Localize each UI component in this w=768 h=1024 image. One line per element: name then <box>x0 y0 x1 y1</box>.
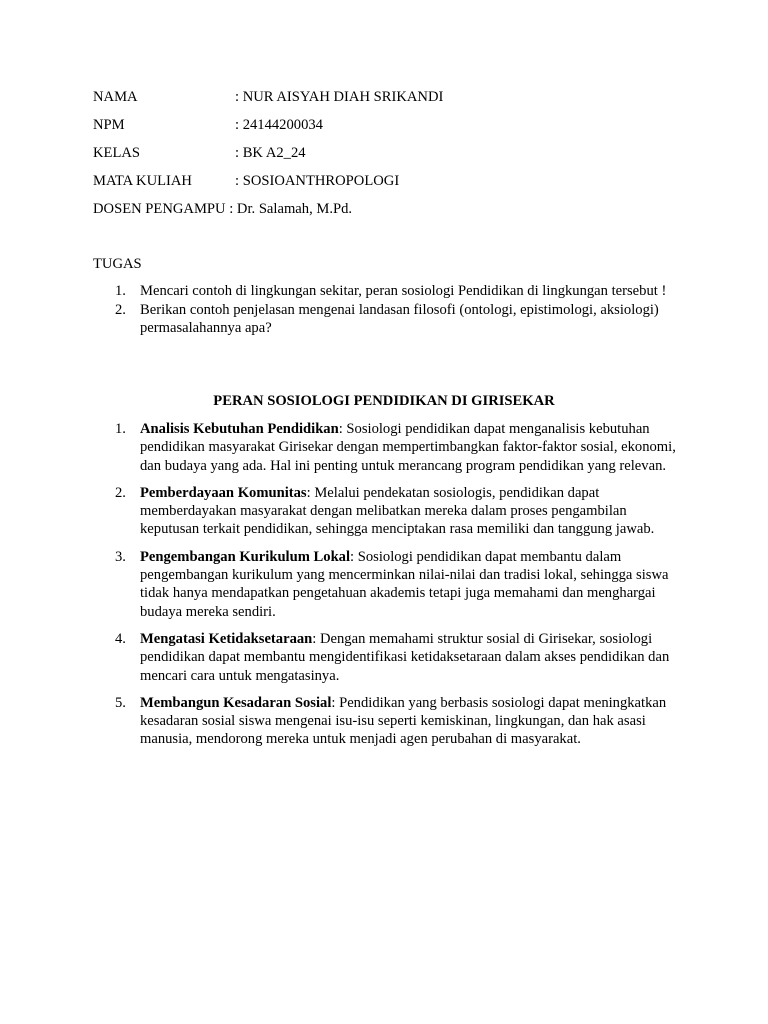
identity-label: NAMA <box>93 89 138 105</box>
identity-label: DOSEN PENGAMPU <box>93 201 226 217</box>
list-item <box>93 630 683 685</box>
task-text: Mencari contoh di lingkungan sekitar, peran sosiologi Pendidikan di lingkungan tersebut ! <box>140 283 667 299</box>
identity-label: MATA KULIAH <box>93 173 192 189</box>
identity-label: KELAS <box>93 145 141 161</box>
identity-row-mata-kuliah <box>93 171 653 199</box>
task-text: Berikan contoh penjelasan mengenai landasan filosofi (ontologi, epistimologi, aksiologi) permasalahannya apa? <box>140 302 659 336</box>
identity-value: : SOSIOANTHROPOLOGI <box>235 173 400 189</box>
identity-row-dosen <box>93 199 653 227</box>
role-term: Membangun Kesadaran Sosial <box>140 694 332 711</box>
list-number: 5. <box>115 694 126 711</box>
section-heading: PERAN SOSIOLOGI PENDIDIKAN DI GIRISEKAR <box>213 393 555 409</box>
identity-row-npm <box>93 115 653 143</box>
list-item <box>93 301 683 337</box>
roles-list <box>93 420 683 758</box>
list-item <box>93 420 683 475</box>
identity-row-nama <box>93 87 653 115</box>
role-text: : Sosiologi pendidikan dapat menganalisis kebutuhan pendidikan masyarakat Girisekar dengan mempertimbangkan faktor-faktor sosial, ekonomi, dan budaya yang ada. Hal ini penting untuk merancang program pendidikan yang relevan. <box>140 421 676 474</box>
task-list <box>93 282 683 337</box>
list-number: 2. <box>115 302 126 318</box>
list-item <box>93 484 683 539</box>
tugas-heading: TUGAS <box>93 256 142 272</box>
role-term: Pemberdayaan Komunitas <box>140 484 307 501</box>
role-text: : Dengan memahami struktur sosial di Girisekar, sosiologi pendidikan dapat membantu mengidentifikasi ketidaksetaraan dalam akses pendidikan dan mencari cara untuk mengatasinya. <box>140 630 670 684</box>
role-text: : Pendidikan yang berbasis sosiologi dapat meningkatkan kesadaran sosial siswa mengenai isu-isu seperti kemiskinan, lingkungan, dan hak asasi manusia, mendorong mereka untuk menjadi agen perubahan di masyarakat. <box>140 694 667 748</box>
identity-value: : 24144200034 <box>235 117 323 133</box>
role-term: Analisis Kebutuhan Pendidikan <box>140 421 339 437</box>
list-number: 2. <box>115 484 126 501</box>
role-text: : Sosiologi pendidikan dapat membantu dalam pengembangan kurikulum yang mencerminkan nilai-nilai dan tradisi lokal, sehingga siswa tidak hanya mendapatkan pengetahuan akademis tetapi juga memahami dan menghargai budaya mereka sendiri. <box>140 548 669 620</box>
list-number: 3. <box>115 548 126 565</box>
list-item <box>93 548 683 621</box>
identity-label: NPM <box>93 117 125 133</box>
list-number: 1. <box>115 421 126 437</box>
list-item <box>93 694 683 749</box>
role-text: : Melalui pendekatan sosiologis, pendidikan dapat memberdayakan masyarakat dengan melibatkan mereka dalam proses pengambilan keputusan terkait pendidikan, sehingga menciptakan rasa memiliki dan tanggung jawab. <box>140 484 655 538</box>
tugas-section <box>93 254 683 338</box>
role-term: Pengembangan Kurikulum Lokal <box>140 548 351 565</box>
list-item <box>93 282 683 300</box>
identity-row-kelas <box>93 143 653 171</box>
list-number: 4. <box>115 630 126 647</box>
identity-value: : NUR AISYAH DIAH SRIKANDI <box>235 89 444 105</box>
identity-value: : Dr. Salamah, M.Pd. <box>225 201 353 217</box>
role-term: Mengatasi Ketidaksetaraan <box>140 630 313 647</box>
identity-block <box>93 87 653 227</box>
identity-value: : BK A2_24 <box>235 145 306 161</box>
list-number: 1. <box>115 283 126 299</box>
